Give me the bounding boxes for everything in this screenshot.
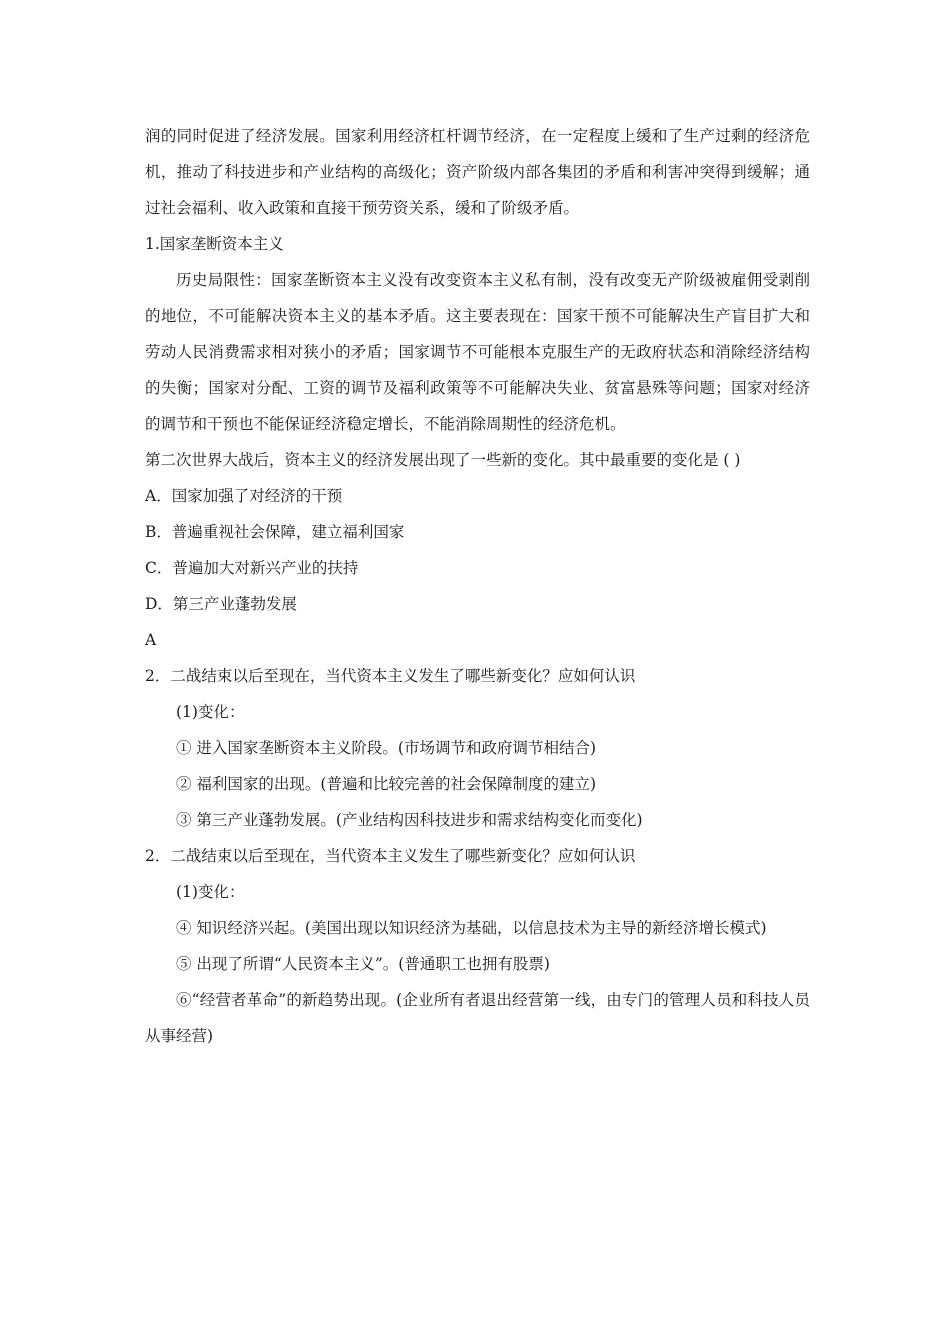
question-stem: 第二次世界大战后，资本主义的经济发展出现了一些新的变化。其中最重要的变化是 ( ) (145, 451, 741, 469)
question-option-b: B．普遍重视社会保障，建立福利国家 (145, 523, 405, 541)
question-block (145, 442, 810, 658)
section-heading: 2．二战结束以后至现在，当代资本主义发生了哪些新变化？应如何认识 (145, 667, 636, 685)
section-2-part-b (145, 838, 810, 1054)
sub-heading: (1)变化： (176, 703, 245, 721)
question-option-a: A．国家加强了对经济的干预 (145, 487, 343, 505)
document-body (145, 118, 810, 1054)
sub-heading: (1)变化： (176, 883, 245, 901)
section-heading: 2．二战结束以后至现在，当代资本主义发生了哪些新变化？应如何认识 (145, 847, 636, 865)
section-heading-state-monopoly: 1.国家垄断资本主义 (145, 235, 284, 253)
question-option-d: D．第三产业蓬勃发展 (145, 595, 297, 613)
paragraph-continuation: 润的同时促进了经济发展。国家利用经济杠杆调节经济，在一定程度上缓和了生产过剩的经济危机，推动了科技进步和产业结构的高级化；资产阶级内部各集团的矛盾和利害冲突得到缓解；通过社会福利、收入政策和直接干预劳资关系，缓和了阶级矛盾。 (145, 127, 810, 217)
list-item: ③ 第三产业蓬勃发展。(产业结构因科技进步和需求结构变化而变化) (176, 811, 643, 829)
section-2-part-a (145, 658, 810, 838)
list-item: ④ 知识经济兴起。(美国出现以知识经济为基础，以信息技术为主导的新经济增长模式) (176, 919, 767, 937)
list-item: ⑤ 出现了所谓“人民资本主义”。(普通职工也拥有股票) (176, 955, 550, 973)
list-item: ② 福利国家的出现。(普遍和比较完善的社会保障制度的建立) (176, 775, 597, 793)
question-option-c: C．普遍加大对新兴产业的扶持 (145, 559, 359, 577)
list-item: ⑥“经营者革命”的新趋势出现。(企业所有者退出经营第一线，由专门的管理人员和科技人员从事经营) (145, 991, 810, 1045)
question-answer: A (145, 631, 157, 649)
list-item: ① 进入国家垄断资本主义阶段。(市场调节和政府调节相结合) (176, 739, 597, 757)
paragraph-historical-limitations: 历史局限性：国家垄断资本主义没有改变资本主义私有制，没有改变无产阶级被雇佣受剥削的地位，不可能解决资本主义的基本矛盾。这主要表现在：国家干预不可能解决生产盲目扩大和劳动人民消费需求相对狭小的矛盾；国家调节不可能根本克服生产的无政府状态和消除经济结构的失衡；国家对分配、工资的调节及福利政策等不可能解决失业、贫富悬殊等问题；国家对经济的调节和干预也不能保证经济稳定增长，不能消除周期性的经济危机。 (145, 271, 810, 433)
